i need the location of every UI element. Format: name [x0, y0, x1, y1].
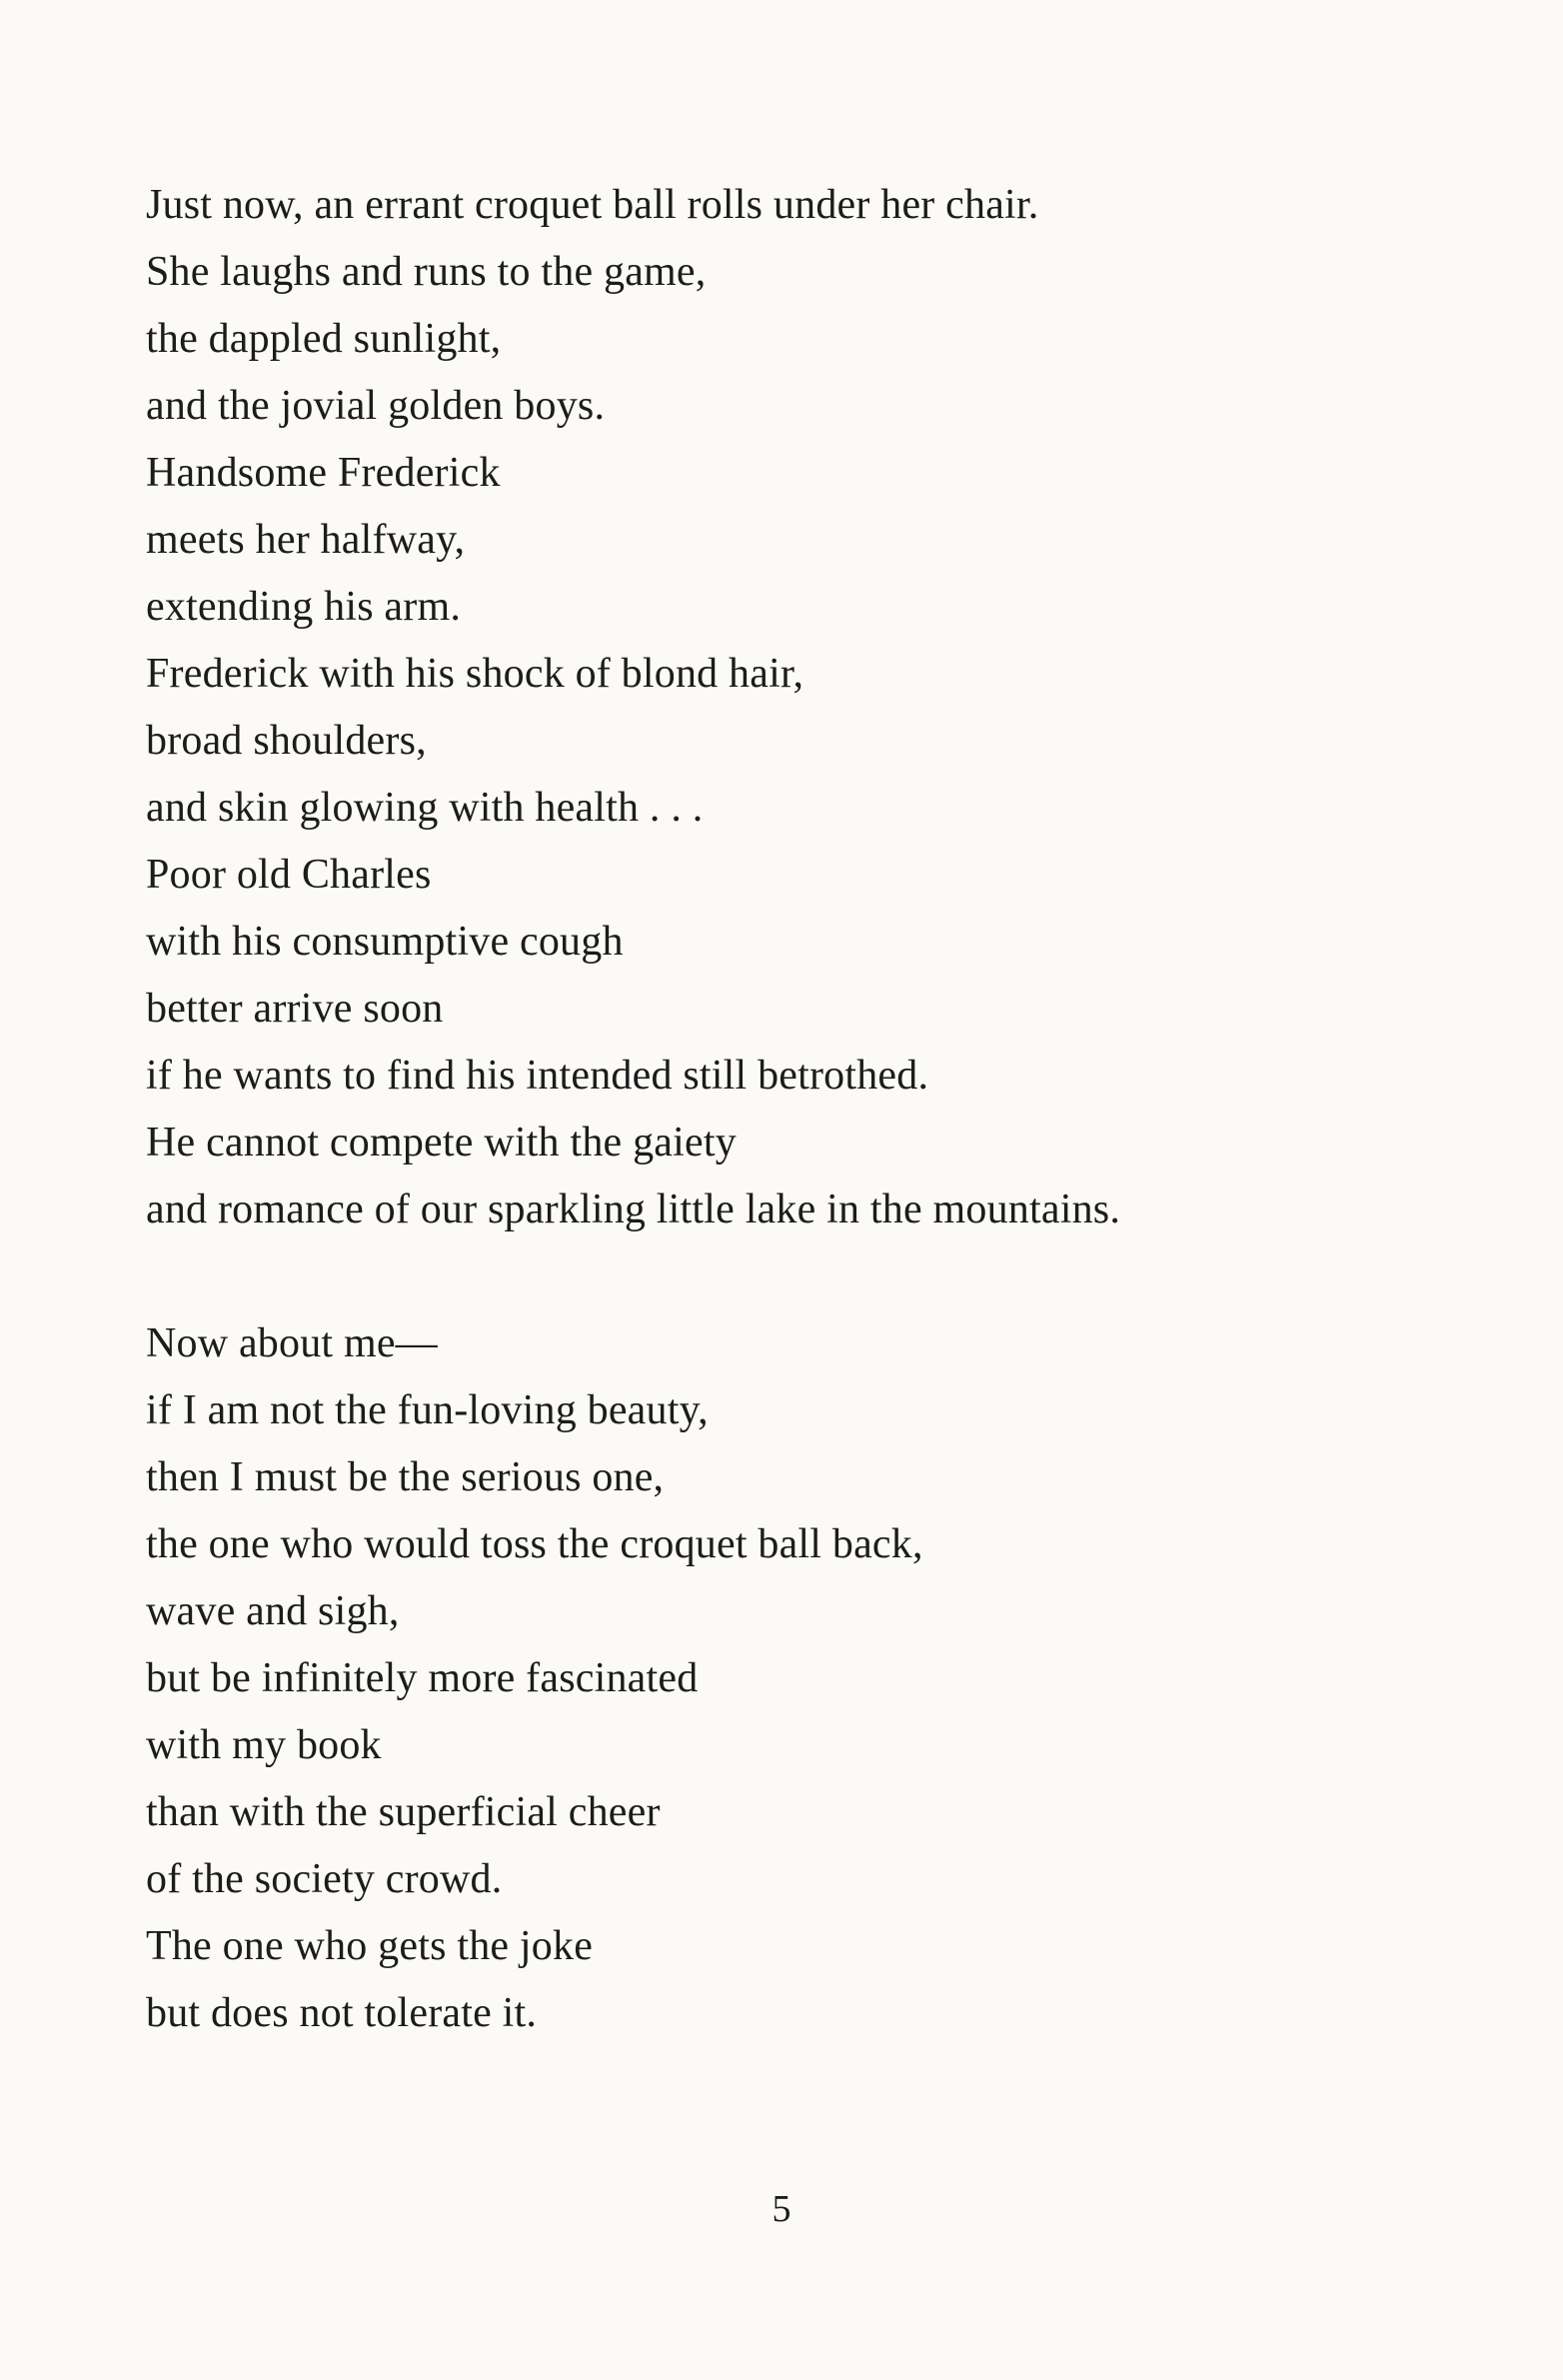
poem-line: Handsome Frederick — [146, 450, 501, 496]
poem-line: but be infinitely more fascinated — [146, 1655, 699, 1701]
poem-line: but does not tolerate it. — [146, 1990, 538, 2036]
stanza-2 — [146, 1310, 1445, 2047]
page-number: 5 — [772, 2188, 791, 2230]
poem-line: meets her halfway, — [146, 517, 466, 563]
poem-line: Just now, an errant croquet ball rolls under her chair. — [146, 182, 1039, 228]
poem-line: The one who gets the joke — [146, 1923, 594, 1969]
poem-line: the dappled sunlight, — [146, 316, 502, 362]
poem-line: and the jovial golden boys. — [146, 383, 606, 429]
stanza-1 — [146, 172, 1445, 1243]
poem-line: of the society crowd. — [146, 1856, 503, 1902]
poem-line: extending his arm. — [146, 584, 462, 630]
poem-line: Now about me— — [146, 1320, 438, 1366]
poem-body — [146, 172, 1445, 2047]
poem-line: if he wants to find his intended still betrothed. — [146, 1053, 929, 1099]
poem-line: better arrive soon — [146, 986, 444, 1032]
poem-line: if I am not the fun-loving beauty, — [146, 1387, 709, 1433]
poem-line: and skin glowing with health . . . — [146, 785, 704, 831]
poem-line: with my book — [146, 1722, 382, 1768]
poem-line: He cannot compete with the gaiety — [146, 1120, 737, 1166]
poem-line: She laughs and runs to the game, — [146, 249, 707, 295]
poem-line: then I must be the serious one, — [146, 1454, 665, 1500]
poem-line: and romance of our sparkling little lake in the mountains. — [146, 1187, 1121, 1232]
poem-line: with his consumptive cough — [146, 919, 624, 965]
poem-line: Frederick with his shock of blond hair, — [146, 651, 804, 697]
poem-line: wave and sigh, — [146, 1588, 400, 1634]
poem-line: the one who would toss the croquet ball back, — [146, 1521, 923, 1567]
poem-line: broad shoulders, — [146, 718, 427, 764]
poem-line: than with the superficial cheer — [146, 1789, 661, 1835]
poem-line: Poor old Charles — [146, 852, 432, 898]
